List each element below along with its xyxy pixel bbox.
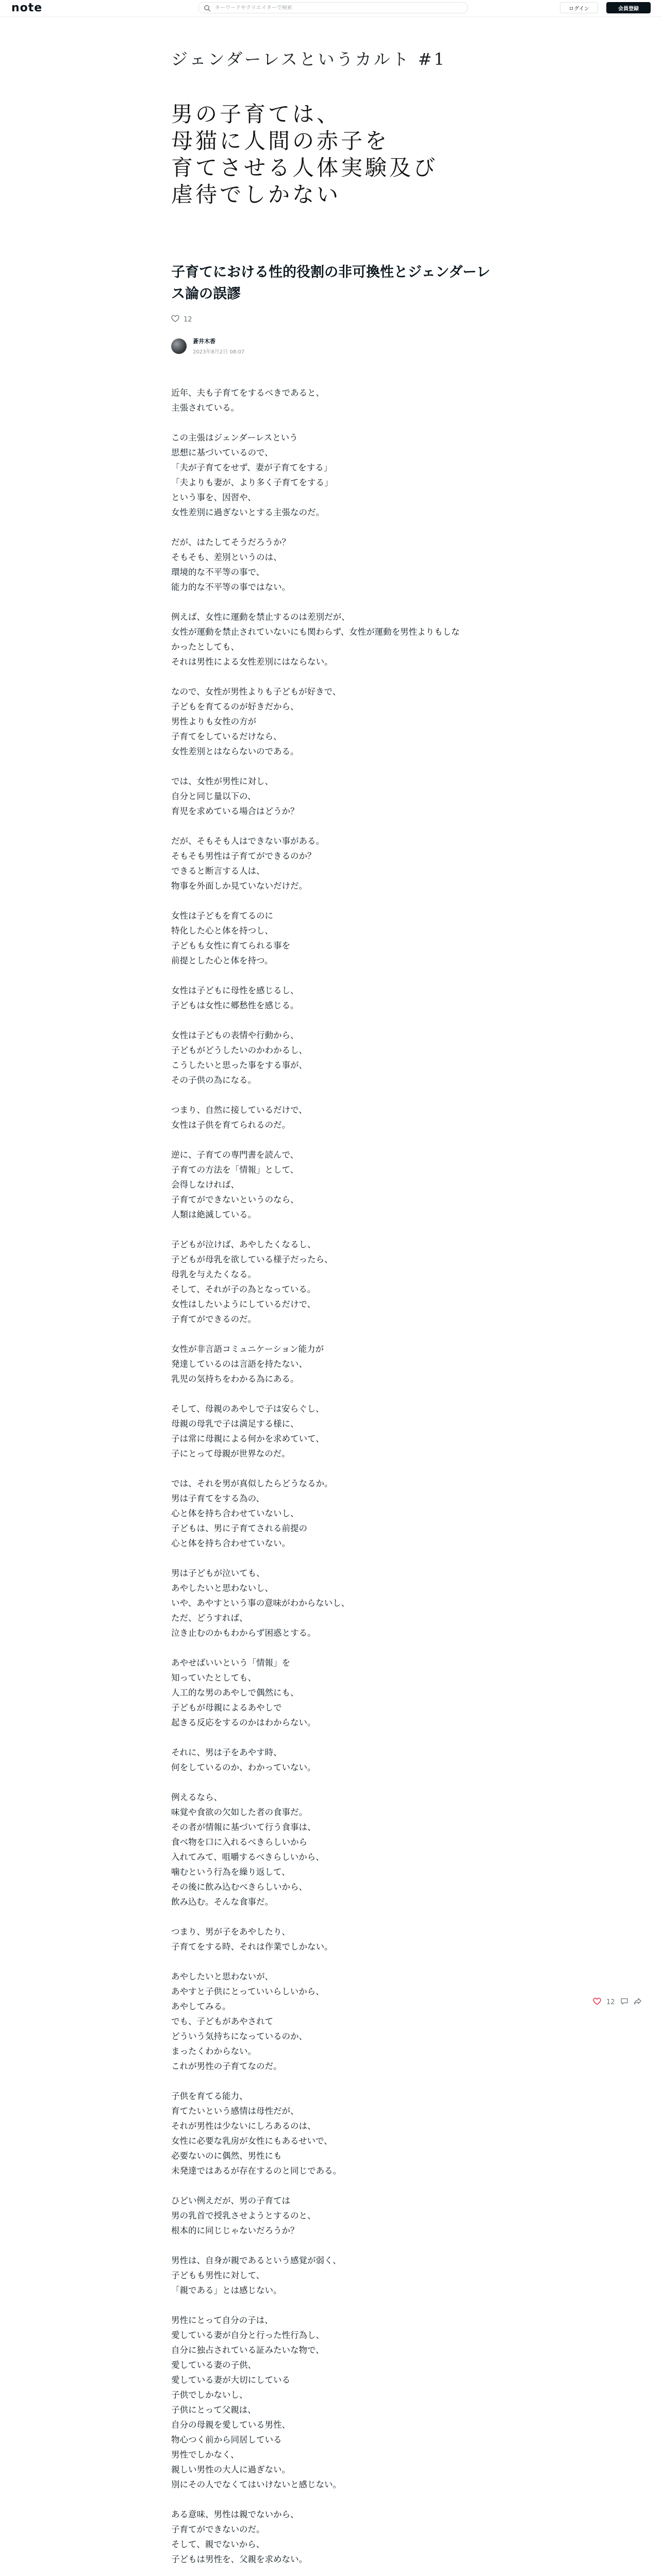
paragraph-line: つまり、自然に接しているだけで、 (171, 1105, 307, 1115)
paragraph-line: 子供を育てる能力、 (171, 2091, 248, 2101)
paragraph-line: 子どもは、男に子育てされる前提の (171, 1523, 307, 1533)
hero-title-line: 育てさせる人体実験及び (171, 155, 438, 180)
paragraph-line: 子どもが母乳を欲している様子だったら、 (171, 1255, 333, 1264)
article-paragraph (171, 1969, 491, 2074)
article-paragraph (171, 2507, 491, 2567)
paragraph-line: 子どもを育てるのが好きだから、 (171, 702, 299, 711)
paragraph-line: あやすと子供にとっていいらしいから、 (171, 1987, 324, 1996)
paragraph-line: 近年、夫も子育てをするべきであると、 (171, 388, 324, 398)
hero-title-line: 虐待でしかない (171, 182, 341, 207)
article-paragraph (171, 2193, 491, 2238)
article-paragraph (171, 983, 491, 1013)
paragraph-line: 知っていたとしても、 (171, 1673, 256, 1683)
paragraph-line: だが、はたしてそうだろうか？ (171, 537, 290, 547)
paragraph-line: 女性が運動を禁止されていないにも関わらず、女性が運動を男性よりもしな (171, 627, 460, 637)
paragraph-line: あやしたいと思わないが、 (171, 1972, 273, 1981)
paragraph-line: でも、子どもがあやされて (171, 2016, 273, 2026)
paragraph-line: 子どもは男性を、父親を求めない。 (171, 2554, 307, 2564)
paragraph-line: では、女性が男性に対し、 (171, 776, 273, 786)
paragraph-line: 男性でしかなく、 (171, 2450, 239, 2460)
paragraph-line: 子育てができるのだ。 (171, 1314, 256, 1324)
paragraph-line: ある意味、男性は親でないから、 (171, 2510, 299, 2519)
paragraph-line: 噛むという行為を繰り返して、 (171, 1867, 290, 1877)
heart-icon[interactable] (593, 1997, 601, 2007)
hero-title (171, 101, 491, 208)
paragraph-line: あやせばいいという「情報」を (171, 1658, 290, 1668)
paragraph-line: 子育てができないのだ。 (171, 2524, 265, 2534)
paragraph-line: あやしたいと思わないし、 (171, 1583, 273, 1593)
article-paragraph (171, 834, 491, 893)
top-navigation-bar (0, 0, 662, 17)
paragraph-line: その後に飲み込むべきらしいから、 (171, 1882, 307, 1892)
login-button[interactable]: ログイン (560, 2, 598, 13)
paragraph-line: 根本的に同じじゃないだろうか？ (171, 2226, 299, 2235)
article-paragraph (171, 1790, 491, 1909)
author-row (171, 337, 244, 355)
note-logo[interactable]: note (11, 2, 43, 14)
author-name[interactable]: 蒼井木香 (193, 338, 216, 345)
paragraph-line: 子育てができないというのなら、 (171, 1195, 299, 1205)
paragraph-line: 女性は子どもに母性を感じるし、 (171, 986, 299, 995)
paragraph-line: 男性は、自身が親であるという感覚が弱く、 (171, 2256, 341, 2265)
paragraph-line: 女性が非言語コミュニケーション能力が (171, 1344, 324, 1354)
paragraph-line: 愛している妻が自分と行った性行為し、 (171, 2330, 324, 2340)
share-icon[interactable] (634, 1997, 642, 2007)
heart-icon[interactable] (171, 315, 179, 325)
paragraph-line: 男性よりも女性の方が (171, 717, 256, 726)
article-paragraph (171, 1745, 491, 1775)
article-paragraph (171, 2089, 491, 2178)
paragraph-line: かったとしても、 (171, 642, 239, 652)
paragraph-line: 女性は子どもを育てるのに (171, 911, 273, 921)
paragraph-line: 子にとって母親が世界なのだ。 (171, 1449, 290, 1459)
post-date: 2023年8月2日 08:07 (193, 349, 245, 355)
comment-icon[interactable] (620, 1997, 628, 2007)
series-title: ジェンダーレスというカルト #1 (171, 49, 446, 69)
paragraph-line: 起きる反応をするのかはわからない。 (171, 1718, 316, 1727)
paragraph-line: そして、母親のあやしで子は安らぐし、 (171, 1404, 324, 1414)
paragraph-line: 愛している妻が大切にしている (171, 2375, 290, 2385)
paragraph-line: 女性差別に過ぎないとする主張なのだ。 (171, 507, 324, 517)
paragraph-line: 主張されている。 (171, 403, 239, 413)
paragraph-line: 子どもは女性に郷愁性を感じる。 (171, 1001, 299, 1010)
paragraph-line: そもそも男性は子育てができるのか？ (171, 851, 316, 861)
paragraph-line: 乳児の気持ちをわかる為にある。 (171, 1374, 299, 1384)
article-paragraph (171, 1147, 491, 1222)
paragraph-line: だが、そもそも人はできない事がある。 (171, 836, 324, 846)
article-paragraph (171, 430, 491, 520)
paragraph-line: 自分と同じ量以下の、 (171, 791, 256, 801)
paragraph-line: 自分に独占されている証みたいな物で、 (171, 2345, 324, 2355)
paragraph-line: 逆に、子育ての専門書を読んで、 (171, 1150, 299, 1160)
article-paragraph (171, 1476, 491, 1551)
paragraph-line: 必要ないのに偶然、男性にも (171, 2151, 282, 2161)
paragraph-line: これが男性の子育てなのだ。 (171, 2061, 282, 2071)
paragraph-line: 母乳を与えたくなる。 (171, 1269, 256, 1279)
search-box[interactable] (198, 2, 468, 13)
paragraph-line: 人類は絶滅している。 (171, 1210, 256, 1219)
paragraph-line: 前提とした心と体を持つ。 (171, 956, 273, 965)
paragraph-line: 未発達ではあるが存在するのと同じである。 (171, 2166, 341, 2176)
paragraph-line: 男性にとって自分の子は、 (171, 2315, 273, 2325)
article-paragraph (171, 1566, 491, 1640)
article-body (171, 385, 491, 2576)
like-row (171, 315, 192, 325)
paragraph-line: 母親の母乳で子は満足する様に、 (171, 1419, 299, 1429)
paragraph-line: それが男性は少ないにしろあるのは、 (171, 2121, 316, 2131)
paragraph-line: 男は子どもが泣いても、 (171, 1568, 265, 1578)
paragraph-line: 子どもが泣けば、あやしたくなるし、 (171, 1240, 316, 1249)
article-paragraph (171, 1401, 491, 1461)
paragraph-line: 例えるなら、 (171, 1792, 222, 1802)
paragraph-line: それは男性による女性差別にはならない。 (171, 657, 333, 667)
paragraph-line: 子どもがどうしたいのかわかるし、 (171, 1045, 307, 1055)
paragraph-line: できると断言する人は、 (171, 866, 265, 876)
paragraph-line: 育てたいという感情は母性だが、 (171, 2106, 299, 2116)
article-paragraph (171, 1342, 491, 1386)
paragraph-line: 特化した心と体を持つし、 (171, 926, 273, 936)
side-like-count[interactable]: 12 (606, 1998, 615, 2006)
paragraph-line: 子育てをする時、それは作業でしかない。 (171, 1942, 333, 1952)
search-icon (204, 4, 211, 11)
paragraph-line: 会得しなければ、 (171, 1180, 239, 1190)
signup-button[interactable]: 会員登録 (606, 2, 651, 13)
article-paragraph (171, 1924, 491, 1954)
floating-actions (593, 1997, 642, 2007)
paragraph-line: 「夫よりも妻が、より多く子育てをする」 (171, 478, 333, 487)
paragraph-line: 子供でしかないし、 (171, 2390, 248, 2400)
paragraph-line: 「親である」とは感じない。 (171, 2285, 282, 2295)
paragraph-line: 泣き止むのかもわからず困惑とする。 (171, 1628, 316, 1638)
paragraph-line: なので、女性が男性よりも子どもが好きで、 (171, 687, 341, 697)
paragraph-line: 男の乳首で授乳させようとするのと、 (171, 2211, 316, 2221)
paragraph-line: ひどい例えだが、男の子育ては (171, 2196, 290, 2206)
paragraph-line: 食べ物を口に入れるべきらしいから (171, 1837, 307, 1847)
paragraph-line: 環境的な不平等の事で、 (171, 567, 265, 577)
paragraph-line: あやしてみる。 (171, 2002, 231, 2011)
paragraph-line: 発達しているのは言語を持たない、 (171, 1359, 307, 1369)
paragraph-line: 女性に必要な乳房が女性にもあるせいで、 (171, 2136, 333, 2146)
search-input[interactable] (215, 5, 452, 11)
paragraph-line: では、それを男が真似したらどうなるか。 (171, 1479, 333, 1488)
paragraph-line: 女性は子供を育てられるのだ。 (171, 1120, 290, 1130)
paragraph-line: 愛している妻の子供、 (171, 2360, 256, 2370)
paragraph-line: ただ、どうすれば、 (171, 1613, 248, 1623)
article-paragraph (171, 1655, 491, 1730)
article-title: 子育てにおける性的役割の非可換性とジェンダーレス論の誤謬 (171, 264, 490, 302)
article-paragraph (171, 1028, 491, 1088)
paragraph-line: 人工的な男のあやしで偶然にも、 (171, 1688, 299, 1698)
paragraph-line: 子どもが母親によるあやしで (171, 1703, 282, 1713)
hero-title-line: 男の子育ては、 (171, 101, 341, 127)
paragraph-line: その子供の為になる。 (171, 1075, 256, 1085)
paragraph-line: そして、親でないから、 (171, 2539, 265, 2549)
like-count[interactable]: 12 (184, 316, 192, 324)
paragraph-line: 子育ての方法を「情報」として、 (171, 1165, 299, 1175)
paragraph-line: 子は常に母親による何かを求めていて、 (171, 1434, 324, 1444)
paragraph-line: 女性は子どもの表情や行動から、 (171, 1030, 299, 1040)
paragraph-line: その者が情報に基づいて行う食事は、 (171, 1822, 316, 1832)
article-paragraph (171, 684, 491, 759)
paragraph-line: そして、それが子の為となっている。 (171, 1284, 316, 1294)
paragraph-line: 自分の母親を愛している男性、 (171, 2420, 290, 2430)
paragraph-line: 女性はしたいようにしているだけで、 (171, 1299, 316, 1309)
paragraph-line: 入れてみて、咀嚼するべきらしいから、 (171, 1852, 324, 1862)
paragraph-line: つまり、男が子をあやしたり、 (171, 1927, 290, 1937)
paragraph-line: 親しい男性の大人に過ぎない。 (171, 2465, 290, 2475)
heading-image (171, 46, 491, 227)
paragraph-line: 飲み込む。そんな食事だ。 (171, 1897, 273, 1907)
paragraph-line: 別にその人でなくてはいけないと感じない。 (171, 2480, 341, 2489)
paragraph-line: 何をしているのか、わかっていない。 (171, 1762, 316, 1772)
article-paragraph (171, 2313, 491, 2492)
paragraph-line: 女性差別とはならないのである。 (171, 747, 299, 756)
paragraph-line: いや、あやすという事の意味がわからないし、 (171, 1598, 350, 1608)
article-paragraph (171, 1103, 491, 1132)
paragraph-line: 育児を求めている場合はどうか？ (171, 806, 299, 816)
article-paragraph (171, 2253, 491, 2298)
paragraph-line: 男は子育てをする為の、 (171, 1494, 264, 1503)
paragraph-line: 例えば、女性に運動を禁止するのは差別だが、 (171, 612, 350, 622)
paragraph-line: 子どもも女性に育てられる事を (171, 941, 290, 951)
paragraph-line: 子供にとって父親は、 (171, 2405, 256, 2415)
article-paragraph (171, 1237, 491, 1327)
paragraph-line: 心と体を持ち合わせていない。 (171, 1538, 290, 1548)
article-paragraph (171, 385, 491, 415)
paragraph-line: そもそも、差別というのは、 (171, 552, 282, 562)
paragraph-line: どういう気持ちになっているのか、 (171, 2031, 307, 2041)
paragraph-line: 子育てをしているだけなら、 (171, 732, 282, 741)
hero-title-line: 母猫に人間の赤子を (171, 128, 390, 154)
paragraph-line: 思想に基づいているので、 (171, 448, 273, 457)
article-paragraph (171, 774, 491, 819)
paragraph-line: 心と体を持ち合わせていないし、 (171, 1509, 299, 1518)
paragraph-line: この主張はジェンダーレスという (171, 433, 298, 443)
article-paragraph (171, 908, 491, 968)
paragraph-line: 味覚や食欲の欠如した者の食事だ。 (171, 1807, 307, 1817)
paragraph-line: 「夫が子育てをせず、妻が子育てをする」 (171, 463, 333, 472)
paragraph-line: という事を、因習や、 (171, 493, 256, 502)
paragraph-line: こうしたいと思った事をする事が、 (171, 1060, 307, 1070)
paragraph-line: まったくわからない。 (171, 2046, 256, 2056)
paragraph-line: 物事を外面しか見ていないだけだ。 (171, 881, 307, 891)
article-paragraph (171, 535, 491, 595)
paragraph-line: 能力的な不平等の事ではない。 (171, 582, 290, 592)
paragraph-line: 物心つく前から同居している (171, 2435, 282, 2445)
paragraph-line: 子どもも男性に対して、 (171, 2270, 265, 2280)
avatar[interactable] (171, 338, 187, 354)
article-paragraph (171, 609, 491, 669)
paragraph-line: それに、男は子をあやす時、 (171, 1748, 282, 1757)
